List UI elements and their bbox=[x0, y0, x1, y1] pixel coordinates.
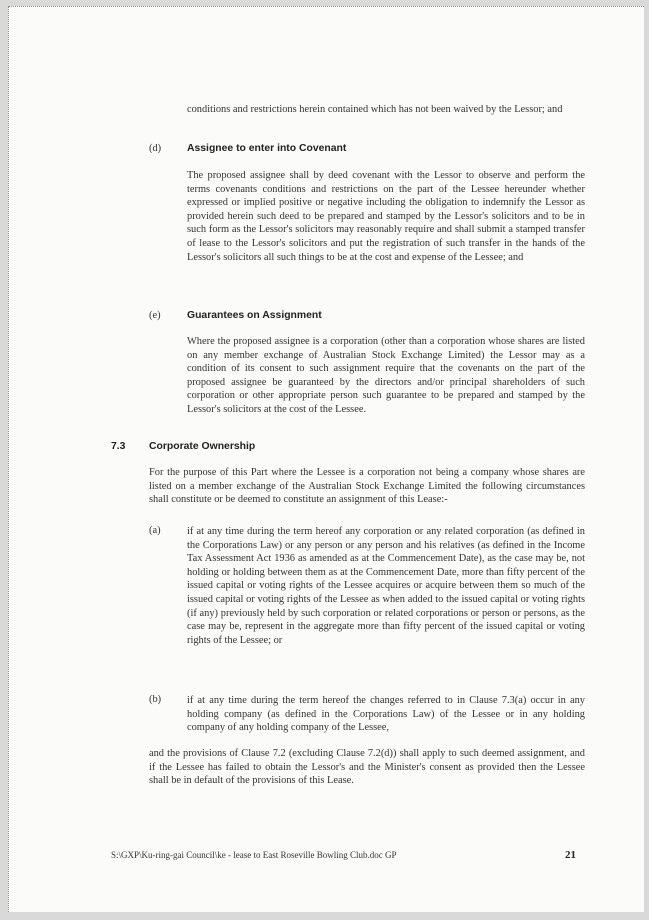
clause-e-heading: Guarantees on Assignment bbox=[187, 310, 322, 321]
document-page bbox=[8, 6, 644, 912]
item-b-text: if at any time during the term hereof the changes referred to in Clause 7.3(a) occur in any holding company (as defined in the Corporations Law) of the Lessee or in any holding company of any holding company of the Lessee, bbox=[187, 695, 585, 734]
item-a-label: (a) bbox=[149, 525, 161, 536]
clause-d-body: The proposed assignee shall by deed covenant with the Lessor to observe and perform the terms covenants conditions and restrictions on the part of the Lessee hereunder whether expressed or implied positive or negative including the obligation to indemnify the Lessor as provided herein such deed to be prepared and stamped by the Lessor's solicitors and to be in such form as the Lessor's solicitors may reasonably require and shall submit a stamped transfer of lease to the Lessor's solicitors and put the registration of such transfer in the hands of the Lessor's solicitors all such things to be at the cost and expense of the Lessee; and bbox=[187, 170, 585, 263]
item-a-text: if at any time during the term hereof any corporation or any related corporation (as defined in the Corporations Law) or any person or any person and his relatives (as defined in the Income Tax Assessment Act 1936 as amended as at the Commencement Date), as the case may be, not holding or holding between them as at the Commencement Date, more than fifty percent of the issued capital or voting rights of the Lessee acquires or acquire between them so much of the issued capital or voting rights of the Lessee as when added to the issued capital or voting rights (if any) previously held by such corporation or related corporations or person or persons, as the case may be, represent in the aggregate more than fifty percent of the issued capital or voting rights of the Lessee; or bbox=[187, 526, 585, 646]
section-7-3-closing: and the provisions of Clause 7.2 (excluding Clause 7.2(d)) shall apply to such deemed assignment, and if the Lessee has failed to obtain the Lessor's and the Minister's consent as provided then the Lessee shall be in default of the provisions of this Lease. bbox=[149, 748, 585, 787]
section-7-3-intro: For the purpose of this Part where the Lessee is a corporation not being a company whose shares are listed on a member exchange of the Australian Stock Exchange Limited the following circumstances shall constitute or be deemed to constitute an assignment of this Lease:- bbox=[149, 467, 585, 506]
clause-e-body: Where the proposed assignee is a corporation (other than a corporation whose shares are listed on any member exchange of Australian Stock Exchange Limited) the Lessor may as a condition of its consent to such assignment require that the covenants on the part of the proposed assignee be guaranteed by the directors and/or principal shareholders of such corporation or other appropriate person such guarantee to be prepared and stamped by the Lessor's solicitors at the cost of the Lessee. bbox=[187, 336, 585, 415]
page-number: 21 bbox=[565, 849, 576, 861]
continuation-text: conditions and restrictions herein contained which has not been waived by the Lessor; and bbox=[187, 104, 563, 115]
footer-file-path: S:\GXP\Ku-ring-gai Council\ke - lease to East Roseville Bowling Club.doc GP bbox=[111, 850, 397, 860]
section-7-3-heading: Corporate Ownership bbox=[149, 441, 256, 452]
section-7-3-number: 7.3 bbox=[111, 441, 126, 452]
clause-d-label: (d) bbox=[149, 143, 162, 154]
clause-e-label: (e) bbox=[149, 310, 161, 321]
clause-d-heading: Assignee to enter into Covenant bbox=[187, 143, 347, 154]
item-b-label: (b) bbox=[149, 694, 162, 705]
